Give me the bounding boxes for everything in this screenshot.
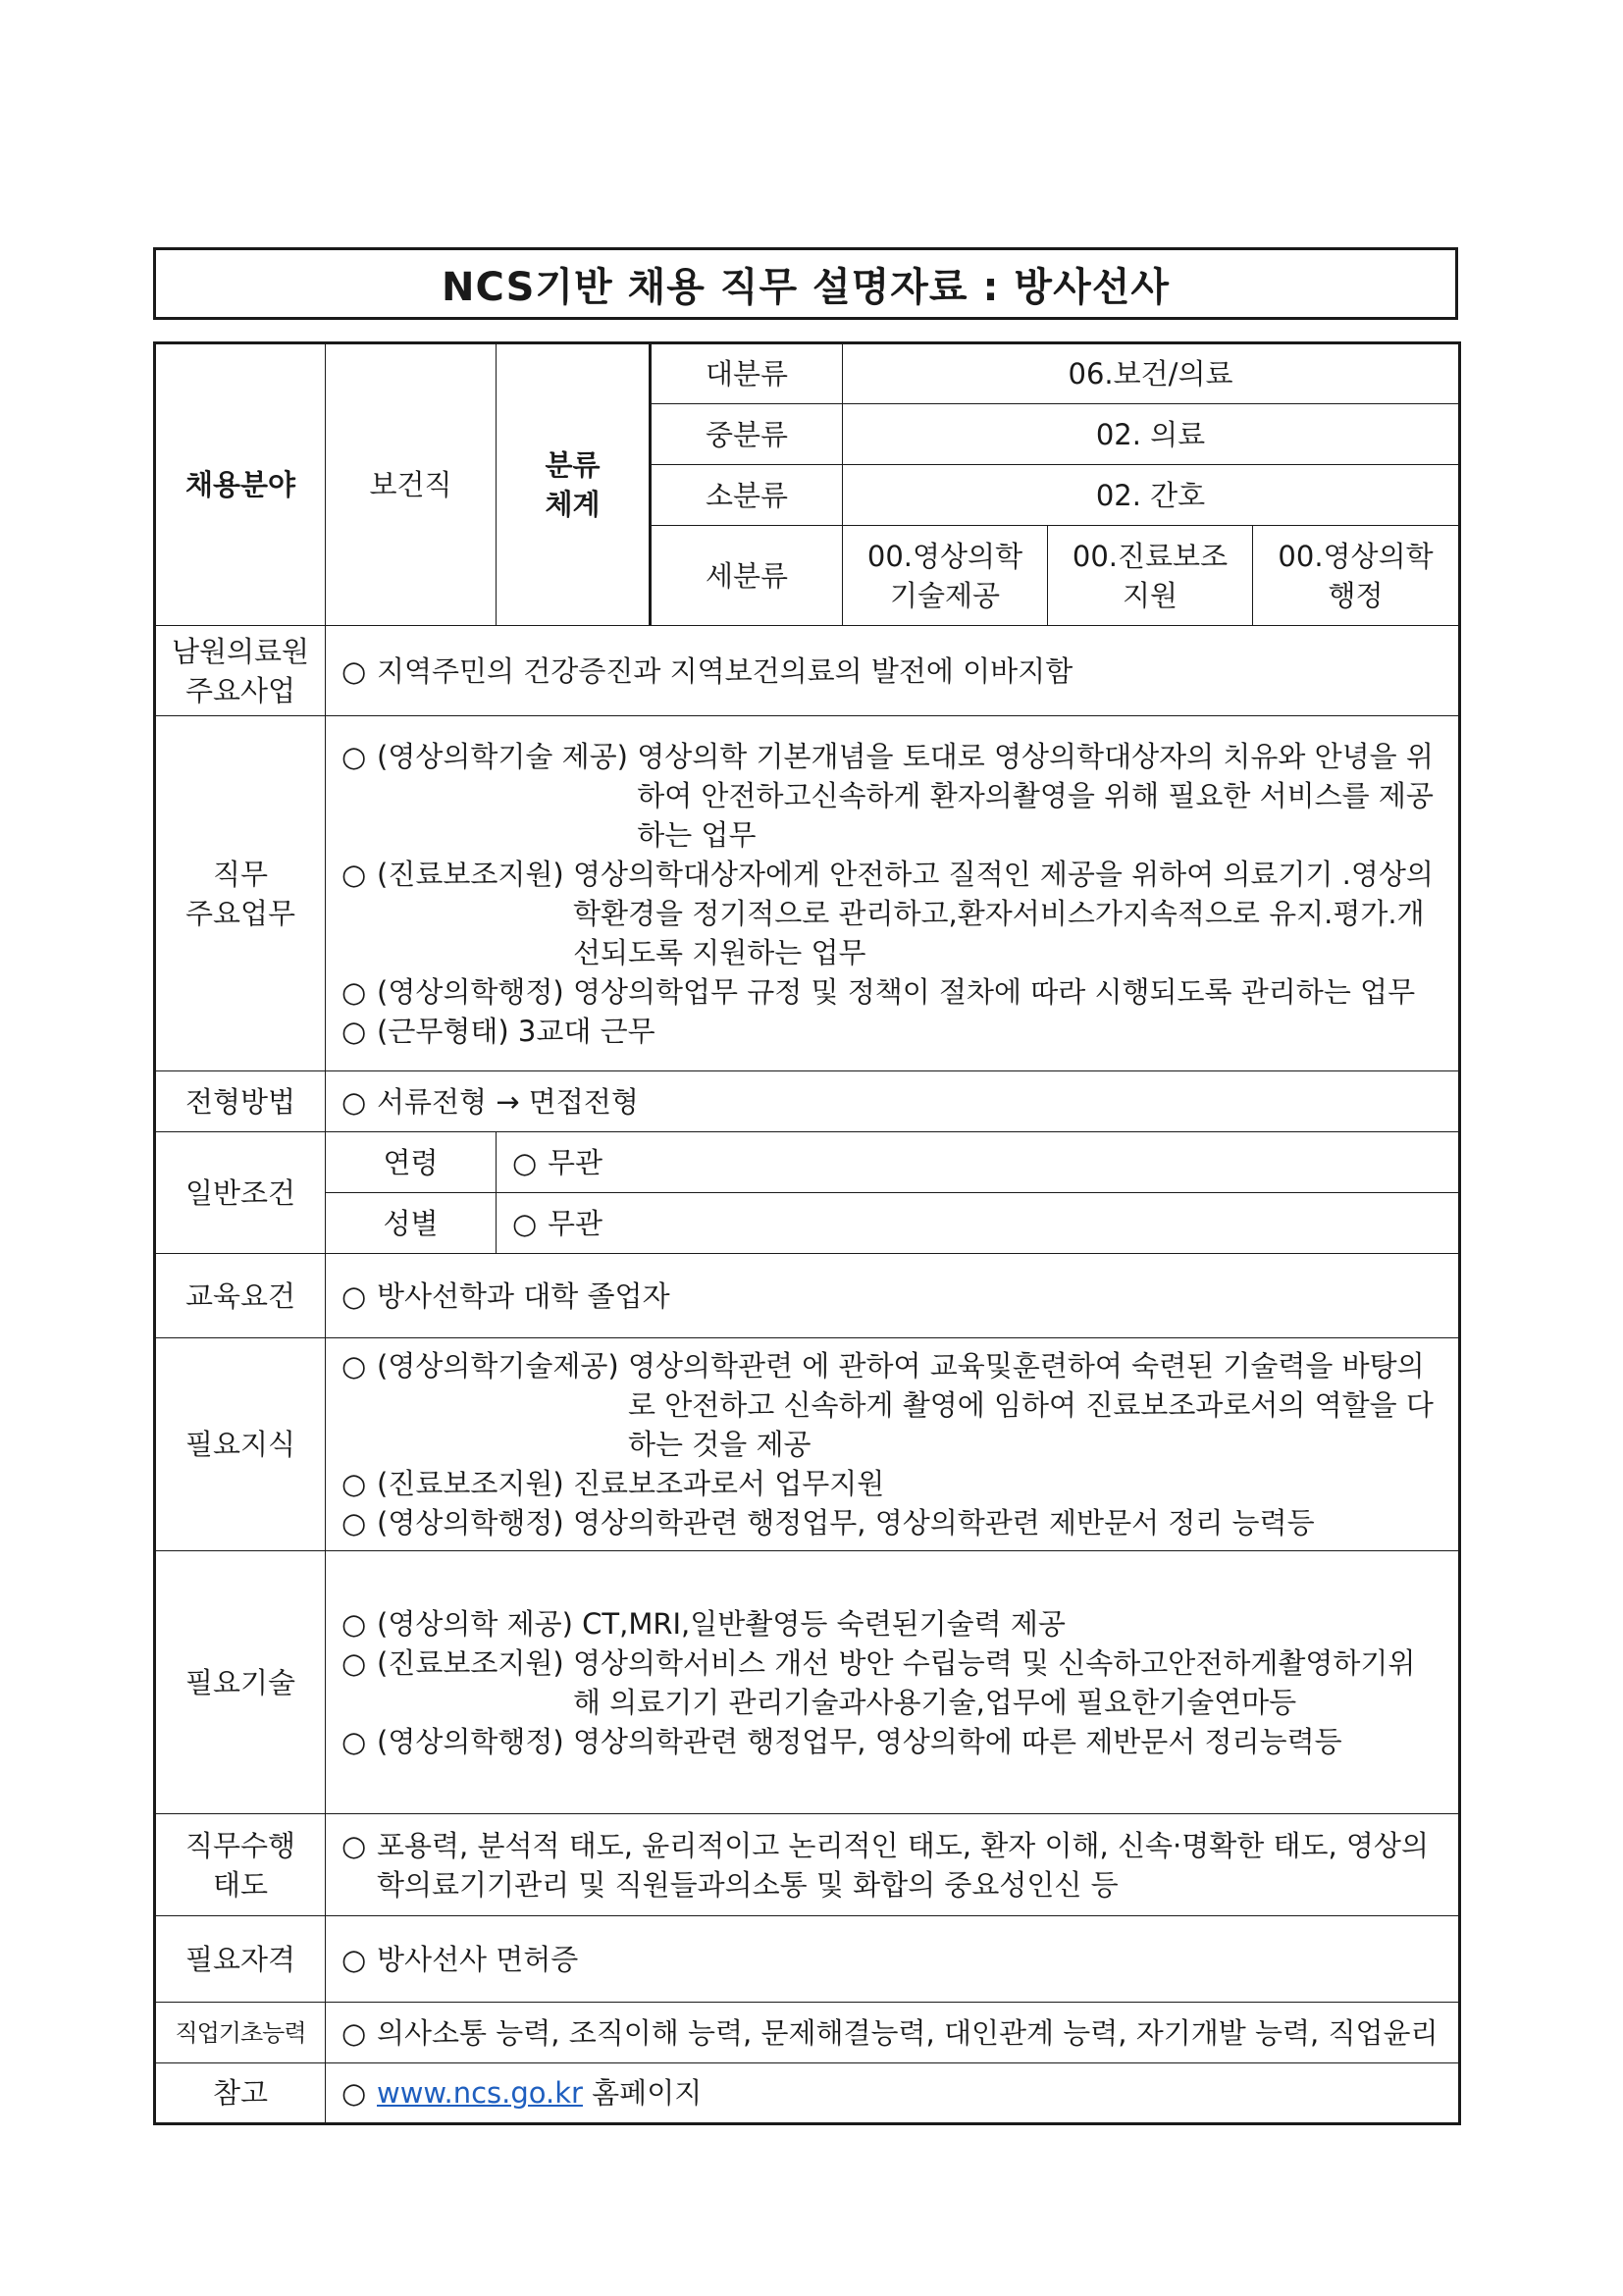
selection-label: 전형방법 <box>155 1071 326 1132</box>
gender-value: 무관 <box>548 1206 603 1240</box>
selection-content <box>326 1071 1460 1132</box>
business-label <box>155 626 326 716</box>
bullet-icon: ○ <box>341 1606 367 1641</box>
detail-category-3 <box>1253 526 1460 626</box>
age-value: 무관 <box>548 1145 603 1179</box>
age-label: 연령 <box>326 1132 497 1193</box>
knowledge-item <box>341 1464 1442 1503</box>
bullet-icon: ○ <box>341 2076 367 2110</box>
duty-item-text: 영상의학업무 규정 및 정책이 절차에 따라 시행되도록 관리하는 업무 <box>572 974 1416 1009</box>
duty-item <box>341 855 1442 972</box>
bullet-icon: ○ <box>341 1014 367 1048</box>
duty-item-label: (영상의학기술 제공) <box>377 739 628 773</box>
detail-3-line-1: 00.영상의학 <box>1278 539 1434 573</box>
bullet-icon: ○ <box>341 857 367 891</box>
bullet-icon: ○ <box>341 1645 367 1680</box>
business-label-line-1: 남원의료원 <box>171 634 310 668</box>
selection-text: 서류전형 → 면접전형 <box>377 1084 639 1119</box>
education-content <box>326 1254 1460 1338</box>
age-content <box>497 1132 1460 1193</box>
ncs-website-link[interactable]: www.ncs.go.kr <box>377 2076 583 2110</box>
skill-item-text: 영상의학관련 행정업무, 영상의학에 따른 제반문서 정리능력등 <box>572 1724 1342 1758</box>
middle-category-value: 02. 의료 <box>843 404 1460 465</box>
skill-item-label: (진료보조지원) <box>377 1645 564 1680</box>
middle-category-label: 중분류 <box>651 404 843 465</box>
reference-label: 참고 <box>155 2063 326 2124</box>
recruit-field-value: 보건직 <box>326 343 497 626</box>
skill-item <box>341 1604 1442 1644</box>
duties-label <box>155 716 326 1071</box>
skill-item-label: (영상의학 제공) <box>377 1606 573 1641</box>
bullet-icon: ○ <box>512 1145 538 1179</box>
duty-item <box>341 972 1442 1012</box>
attitude-label-line-1: 직무수행 <box>184 1828 296 1862</box>
basic-ability-label: 직업기초능력 <box>155 2003 326 2063</box>
knowledge-item <box>341 1346 1442 1464</box>
recruit-field-label: 채용분야 <box>155 343 326 626</box>
qualification-content <box>326 1916 1460 2003</box>
detail-category-label: 세분류 <box>651 526 843 626</box>
skill-item-text: 영상의학서비스 개선 방안 수립능력 및 신속하고안전하게촬영하기위해 의료기기 관리기술과사용기술,업무에 필요한기술연마등 <box>572 1645 1416 1719</box>
bullet-icon: ○ <box>341 1349 367 1383</box>
bullet-icon: ○ <box>341 974 367 1009</box>
knowledge-item-label: (진료보조지원) <box>377 1467 564 1500</box>
detail-2-line-1: 00.진료보조 <box>1072 539 1229 573</box>
bullet-icon: ○ <box>341 1724 367 1758</box>
education-label: 교육요건 <box>155 1254 326 1338</box>
detail-category-2 <box>1048 526 1253 626</box>
minor-category-label: 소분류 <box>651 465 843 526</box>
duty-item-text: 3교대 근무 <box>517 1014 655 1048</box>
duty-item-label: (영상의학행정) <box>377 974 564 1009</box>
skills-label: 필요기술 <box>155 1551 326 1814</box>
reference-content <box>326 2063 1460 2124</box>
knowledge-item-label: (영상의학기술제공) <box>377 1349 619 1383</box>
duty-item-label: (진료보조지원) <box>377 857 564 891</box>
bullet-icon: ○ <box>341 1278 367 1313</box>
bullet-icon: ○ <box>341 1506 367 1539</box>
system-label-line-1: 분류 <box>545 448 601 482</box>
knowledge-item-text: 진료보조과로서 업무지원 <box>572 1467 885 1500</box>
knowledge-content <box>326 1338 1460 1551</box>
gender-content <box>497 1193 1460 1254</box>
basic-ability-content <box>326 2003 1460 2063</box>
attitude-text: 포용력, 분석적 태도, 윤리적이고 논리적인 태도, 환자 이해, 신속·명확한 태도, 영상의학의료기기관리 및 직원들과의소통 및 화합의 중요성인신 등 <box>377 1828 1429 1902</box>
system-label-line-2: 체계 <box>545 488 601 521</box>
business-content <box>326 626 1460 716</box>
knowledge-item <box>341 1503 1442 1542</box>
duty-item-text: 영상의학 기본개념을 토대로 영상의학대상자의 치유와 안녕을 위하여 안전하고신속하게 환자의촬영을 위해 필요한 서비스를 제공하는 업무 <box>637 739 1434 852</box>
bullet-icon: ○ <box>512 1206 538 1240</box>
bullet-icon: ○ <box>341 1084 367 1119</box>
basic-ability-text: 의사소통 능력, 조직이해 능력, 문제해결능력, 대인관계 능력, 자기개발 능력, 직업윤리 <box>377 2015 1439 2050</box>
major-category-value: 06.보건/의료 <box>843 343 1460 404</box>
bullet-icon: ○ <box>341 2015 367 2050</box>
duty-item <box>341 737 1442 855</box>
attitude-label-line-2: 태도 <box>212 1867 269 1902</box>
duties-label-line-2: 주요업무 <box>184 896 296 930</box>
business-text: 지역주민의 건강증진과 지역보건의료의 발전에 이바지함 <box>377 653 1073 688</box>
detail-1-line-2: 기술제공 <box>889 578 1001 612</box>
duties-content <box>326 716 1460 1071</box>
classification-system-label <box>497 343 651 626</box>
attitude-content <box>326 1814 1460 1916</box>
detail-category-1 <box>843 526 1048 626</box>
duty-item <box>341 1012 1442 1051</box>
document-title: NCS기반 채용 직무 설명자료 : 방사선사 <box>153 247 1458 320</box>
general-conditions-label: 일반조건 <box>155 1132 326 1254</box>
bullet-icon: ○ <box>341 653 367 688</box>
education-text: 방사선학과 대학 졸업자 <box>377 1278 670 1313</box>
skill-item-text: CT,MRI,일반촬영등 숙련된기술력 제공 <box>582 1606 1066 1641</box>
attitude-label <box>155 1814 326 1916</box>
minor-category-value: 02. 간호 <box>843 465 1460 526</box>
skill-item <box>341 1644 1442 1722</box>
skills-content <box>326 1551 1460 1814</box>
duties-label-line-1: 직무 <box>212 857 269 891</box>
skill-item <box>341 1722 1442 1761</box>
knowledge-item-text: 영상의학관련 에 관하여 교육및훈련하여 숙련된 기술력을 바탕의로 안전하고 신속하게 촬영에 임하여 진료보조과로서의 역할을 다하는 것을 제공 <box>627 1349 1434 1461</box>
knowledge-label: 필요지식 <box>155 1338 326 1551</box>
skill-item-label: (영상의학행정) <box>377 1724 564 1758</box>
bullet-icon: ○ <box>341 1942 367 1976</box>
detail-2-line-2: 지원 <box>1122 578 1178 612</box>
business-label-line-2: 주요사업 <box>184 673 296 707</box>
gender-label: 성별 <box>326 1193 497 1254</box>
bullet-icon: ○ <box>341 739 367 773</box>
job-description-table <box>153 341 1461 2125</box>
knowledge-item-text: 영상의학관련 행정업무, 영상의학관련 제반문서 정리 능력등 <box>572 1506 1315 1539</box>
qualification-text: 방사선사 면허증 <box>377 1942 579 1976</box>
detail-3-line-2: 행정 <box>1328 578 1384 612</box>
qualification-label: 필요자격 <box>155 1916 326 2003</box>
duty-item-label: (근무형태) <box>377 1014 509 1048</box>
bullet-icon: ○ <box>341 1467 367 1500</box>
duty-item-text: 영상의학대상자에게 안전하고 질적인 제공을 위하여 의료기기 .영상의학환경을 정기적으로 관리하고,환자서비스가지속적으로 유지.평가.개선되도록 지원하는 업무 <box>572 857 1434 969</box>
reference-suffix: 홈페이지 <box>592 2076 703 2110</box>
major-category-label: 대분류 <box>651 343 843 404</box>
bullet-icon: ○ <box>341 1828 367 1862</box>
knowledge-item-label: (영상의학행정) <box>377 1506 564 1539</box>
detail-1-line-1: 00.영상의학 <box>866 539 1023 573</box>
